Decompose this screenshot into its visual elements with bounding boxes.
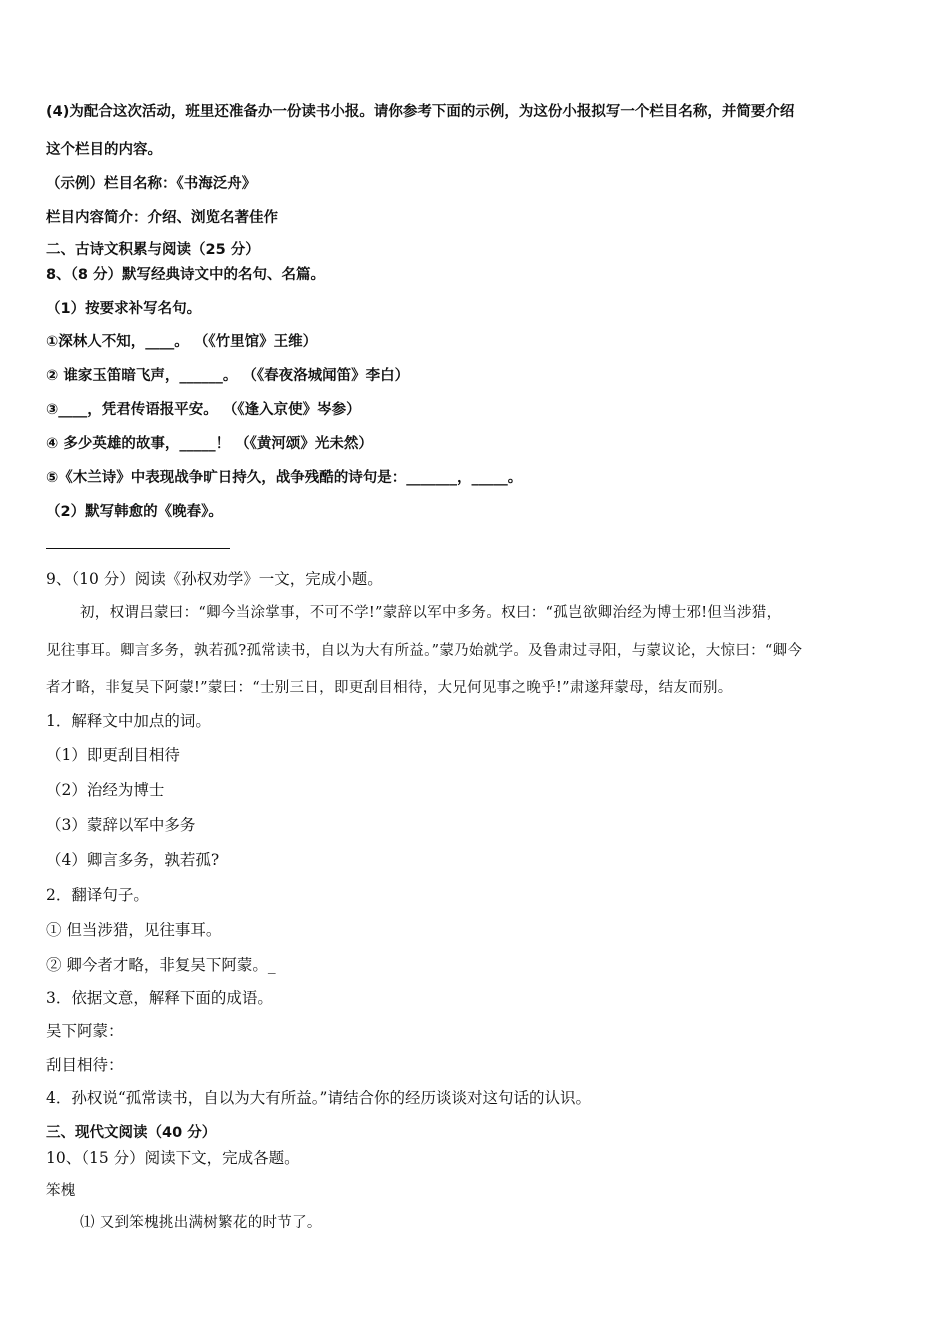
- q8-1-item5: ⑤《木兰诗》中表现战争旷日持久，战争残酷的诗句是：_______，_____。: [46, 470, 523, 486]
- q9-4-prompt: 4．孙权说“孤常读书，自以为大有所益。”请结合你的经历谈谈对这句话的认识。: [46, 1089, 591, 1107]
- essay-paragraph1: ⑴ 又到笨槐挑出满树繁花的时节了。: [80, 1215, 322, 1231]
- passage-line1: 初，权谓吕蒙曰：“卿今当涂掌事，不可不学!”蒙辞以军中多务。权曰：“孤岂欲卿治经为博士邪!但当涉猎，: [80, 605, 782, 621]
- q9-3-heading: 3．依据文意，解释下面的成语。: [46, 989, 273, 1007]
- q9-3-idiom2: 刮目相待：: [46, 1056, 124, 1074]
- q8-1-item4: ④ 多少英雄的故事，_____！ （《黄河颂》光未然）: [46, 436, 373, 452]
- answer-blank-line: [46, 548, 230, 549]
- q9-1-item2: （2）治经为博士: [46, 781, 165, 799]
- q10-heading: 10、（15 分）阅读下文，完成各题。: [46, 1149, 300, 1167]
- example-column-intro: 栏目内容简介：介绍、浏览名著佳作: [46, 210, 278, 226]
- q9-1-item4: （4）卿言多务，孰若孤?: [46, 851, 220, 869]
- q8-1-item3: ③____，凭君传语报平安。 （《逢入京使》岑参）: [46, 402, 361, 418]
- q8-heading: 8、（8 分）默写经典诗文中的名句、名篇。: [46, 267, 325, 283]
- essay-title: 笨槐: [46, 1183, 76, 1199]
- q7-4-prompt-line1: (4)为配合这次活动，班里还准备办一份读书小报。请你参考下面的示例，为这份小报拟写一个栏目名称，并简要介绍: [46, 104, 795, 120]
- q8-1-item1: ①深林人不知，____。 （《竹里馆》王维）: [46, 334, 318, 350]
- q9-2-heading: 2．翻译句子。: [46, 886, 149, 904]
- q7-4-prompt-line2: 这个栏目的内容。: [46, 142, 162, 158]
- q9-1-heading: 1．解释文中加点的词。: [46, 712, 211, 730]
- passage-line2: 见往事耳。卿言多务，孰若孤?孤常读书，自以为大有所益。”蒙乃始就学。及鲁肃过寻阳，与蒙议论，大惊曰：“卿今: [46, 643, 803, 659]
- example-column-name: （示例）栏目名称：《书海泛舟》: [46, 176, 257, 192]
- q9-2-item1: ① 但当涉猎，见往事耳。: [46, 921, 222, 939]
- q9-heading: 9、（10 分）阅读《孙权劝学》一文，完成小题。: [46, 570, 383, 588]
- q9-1-item1: （1）即更刮目相待: [46, 746, 180, 764]
- q9-2-item2: ② 卿今者才略，非复吴下阿蒙。_: [46, 956, 276, 974]
- passage-line3: 者才略，非复吴下阿蒙!”蒙曰：“士别三日，即更刮目相待，大兄何见事之晚乎!”肃遂拜蒙母，结友而别。: [46, 680, 733, 696]
- q8-2-heading: （2）默写韩愈的《晚春》。: [46, 504, 223, 520]
- q9-3-idiom1: 吴下阿蒙：: [46, 1022, 124, 1040]
- section-3-heading: 三、现代文阅读（40 分）: [46, 1125, 217, 1141]
- q9-1-item3: （3）蒙辞以军中多务: [46, 816, 196, 834]
- q8-1-item2: ② 谁家玉笛暗飞声，______。 （《春夜洛城闻笛》李白）: [46, 368, 410, 384]
- q8-1-heading: （1）按要求补写名句。: [46, 301, 202, 317]
- section-2-heading: 二、古诗文积累与阅读（25 分）: [46, 242, 260, 258]
